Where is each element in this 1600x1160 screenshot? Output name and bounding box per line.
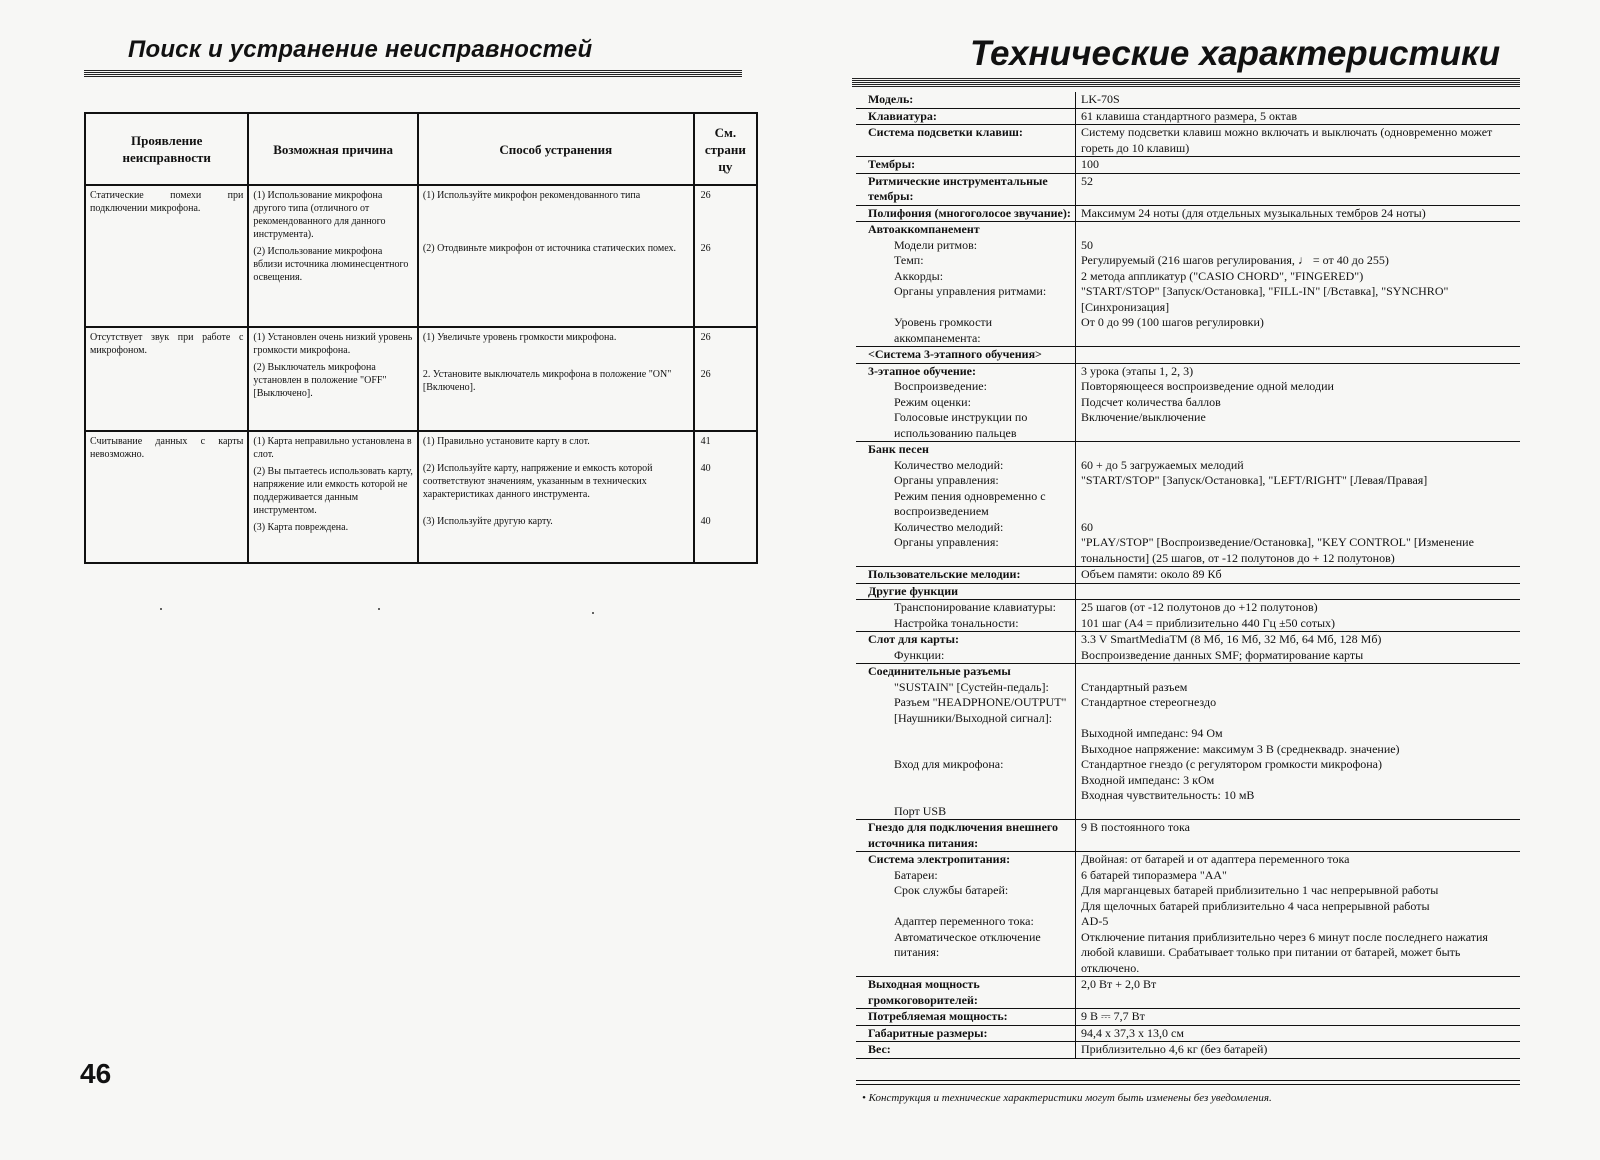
table-header-row <box>85 113 757 185</box>
spec-value: "START/STOP" [Запуск/Остановка], "LEFT/RIGHT" [Левая/Правая] <box>1075 473 1520 489</box>
remedy-item: (1) Увеличьте уровень громкости микрофона. <box>422 332 617 343</box>
spec-value: Стандартный разъем <box>1075 680 1520 696</box>
spec-value <box>1075 584 1520 600</box>
spec-row <box>856 269 1520 285</box>
spec-row <box>856 410 1520 442</box>
spec-label: Полифония (многоголосое звучание): <box>868 205 1071 220</box>
spec-label: Адаптер переменного тока: <box>894 914 1034 928</box>
spec-row <box>856 695 1520 726</box>
spec-row <box>856 458 1520 474</box>
spec-label: Батареи: <box>894 867 938 882</box>
footnote: • Конструкция и технические характеристики могут быть изменены без уведомления. <box>862 1092 1272 1104</box>
spec-label: Разъем "HEADPHONE/OUTPUT" [Наушники/Выходной сигнал]: <box>894 695 1067 725</box>
spec-label: Режим пения одновременно с воспроизведением <box>894 488 1046 518</box>
spec-value: Стандартное гнездо (с регулятором громкости микрофона) <box>1075 757 1520 773</box>
spec-label: Система электропитания: <box>868 852 1011 866</box>
cause-item: (1) Установлен очень низкий уровень громкости микрофона. <box>253 332 413 356</box>
scan-speck <box>160 608 162 610</box>
spec-row <box>856 92 1520 109</box>
page-ref-cell <box>694 327 757 431</box>
header-remedy: Способ устранения <box>418 113 694 185</box>
spec-label: Клавиатура: <box>868 108 937 123</box>
spec-value: Максимум 24 ноты (для отдельных музыкальных тембров 24 ноты) <box>1075 206 1520 222</box>
cause-item: (1) Использование микрофона другого типа (отличного от рекомендованного для данного инструмента). <box>253 190 386 240</box>
spec-value: От 0 до 99 (100 шагов регулировки) <box>1075 315 1520 346</box>
spec-label: Банк песен <box>868 442 929 456</box>
spec-value: 100 <box>1075 157 1520 173</box>
cause-item: (1) Карта неправильно установлена в слот. <box>253 436 412 460</box>
cause-item: (3) Карта повреждена. <box>253 522 349 533</box>
spec-row <box>856 883 1520 899</box>
spec-value: 101 шаг (A4 = приблизительно 440 Гц ±50 сотых) <box>1075 616 1520 632</box>
remedy-cell <box>418 431 694 563</box>
cause-cell <box>248 185 418 327</box>
spec-row <box>856 315 1520 347</box>
spec-value <box>1075 347 1520 363</box>
cause-item: (2) Выключатель микрофона установлен в положение "OFF" [Выключено]. <box>253 362 387 399</box>
spec-label: Слот для карты: <box>868 632 959 646</box>
spec-value: 9 В ⎓ 7,7 Вт <box>1075 1009 1520 1025</box>
spec-label: Срок службы батарей: <box>894 883 1009 897</box>
spec-value: 60 <box>1075 520 1520 536</box>
spec-label: Настройка тональности: <box>894 615 1019 630</box>
page-ref: 26 <box>700 243 711 254</box>
cause-item: (2) Вы пытаетесь использовать карту, напряжение или емкость которой не поддерживается данным инструментом. <box>253 466 413 516</box>
spec-value: Воспроизведение данных SMF; форматирование карты <box>1075 648 1520 664</box>
spec-row <box>856 157 1520 174</box>
spec-row <box>856 632 1520 648</box>
spec-row <box>856 489 1520 520</box>
spec-row <box>856 804 1520 821</box>
spec-row <box>856 820 1520 852</box>
spec-value: Приблизительно 4,6 кг (без батарей) <box>1075 1042 1520 1058</box>
spec-row <box>856 1042 1520 1059</box>
spec-label: Автоматическое отключение питания: <box>894 929 1041 959</box>
spec-row <box>856 222 1520 238</box>
spec-label: Тембры: <box>868 157 916 171</box>
spec-label: Порт USB <box>894 803 947 818</box>
spec-value: Двойная: от батарей и от адаптера переменного тока <box>1075 852 1520 868</box>
remedy-item: (1) Используйте микрофон рекомендованного типа <box>422 190 641 201</box>
spec-label: Другие функции <box>868 583 959 598</box>
spec-row <box>856 868 1520 884</box>
page-ref: 40 <box>700 463 711 474</box>
spec-row <box>856 600 1520 616</box>
table-row <box>85 431 757 563</box>
spec-row <box>856 1009 1520 1026</box>
spec-value <box>1075 442 1520 458</box>
spec-label: Функции: <box>894 647 945 662</box>
spec-value: Систему подсветки клавиш можно включать и выключать (одновременно может гореть до 10 клавиш) <box>1075 125 1520 156</box>
spec-label: Органы управления: <box>894 473 999 487</box>
symptom-cell: Считывание данных с карты невозможно. <box>85 431 248 563</box>
spec-value: 94,4 x 37,3 x 13,0 см <box>1075 1026 1520 1042</box>
left-page-title: Поиск и устранение неисправностей <box>128 36 593 63</box>
page-ref-cell <box>694 431 757 563</box>
spec-value: Повторяющееся воспроизведение одной мелодии <box>1075 379 1520 395</box>
spec-label: Система подсветки клавиш: <box>868 125 1023 139</box>
spec-row <box>856 930 1520 978</box>
spec-value: 61 клавиша стандартного размера, 5 октав <box>1075 109 1520 125</box>
header-see-page: См. страни цу <box>694 113 757 185</box>
spec-label: Автоаккомпанемент <box>868 222 980 236</box>
spec-row <box>856 1026 1520 1043</box>
spec-label <box>856 726 1075 742</box>
page-ref: 26 <box>700 369 711 380</box>
spec-row <box>856 914 1520 930</box>
remedy-item: (2) Используйте карту, напряжение и емкость которой соответствуют значениям, указанным в технических характеристиках данного инструмента. <box>422 463 653 500</box>
spec-value <box>1075 804 1520 820</box>
spec-value: Входной импеданс: 3 кОм <box>1075 773 1520 789</box>
right-title-rule <box>852 78 1520 87</box>
page-ref: 26 <box>700 190 711 201</box>
spec-label: Пользовательские мелодии: <box>868 567 1021 581</box>
remedy-cell <box>418 185 694 327</box>
page-ref-cell <box>694 185 757 327</box>
cause-cell <box>248 327 418 431</box>
spec-row <box>856 206 1520 223</box>
scan-speck <box>378 608 380 610</box>
spec-value: "PLAY/STOP" [Воспроизведение/Остановка], "KEY CONTROL" [Изменение тональности] (25 шагов, от -12 полутонов до + 12 полутонов) <box>1075 535 1520 566</box>
spec-label: Воспроизведение: <box>894 379 987 393</box>
symptom-cell: Отсутствует звук при работе с микрофоном. <box>85 327 248 431</box>
spec-row <box>856 253 1520 269</box>
spec-label: Органы управления: <box>894 535 999 549</box>
spec-label: Ритмические инструментальные тембры: <box>868 173 1048 203</box>
cause-item: (2) Использование микрофона вблизи источника люминесцентного освещения. <box>253 246 409 283</box>
spec-value: Регулируемый (216 шагов регулирования, ♩ = от 40 до 255) <box>1075 253 1520 269</box>
spec-value: Объем памяти: около 89 Кб <box>1075 567 1520 583</box>
symptom-cell: Статические помехи при подключении микрофона. <box>85 185 248 327</box>
spec-label: Количество мелодий: <box>894 519 1004 534</box>
spec-row <box>856 726 1520 742</box>
spec-value: Подсчет количества баллов <box>1075 395 1520 411</box>
right-page-title: Технические характеристики <box>970 34 1501 73</box>
spec-value: Отключение питания приблизительно через 6 минут после последнего нажатия любой клавиши. Срабатывает только при питании от батарей, может быть отключено. <box>1075 930 1520 977</box>
spec-row <box>856 757 1520 773</box>
spec-label: "SUSTAIN" [Сустейн-педаль]: <box>894 679 1049 694</box>
spec-label <box>856 742 1075 758</box>
spec-label: Режим оценки: <box>894 394 971 409</box>
spec-label: Потребляемая мощность: <box>868 1009 1008 1023</box>
header-symptom: Проявление неисправности <box>85 113 248 185</box>
spec-row <box>856 364 1520 380</box>
spec-row <box>856 284 1520 315</box>
spec-label <box>856 788 1075 804</box>
spec-label: Соединительные разъемы <box>868 664 1011 678</box>
spec-label: Транспонирование клавиатуры: <box>894 600 1056 614</box>
page-ref: 41 <box>700 436 711 447</box>
remedy-cell <box>418 327 694 431</box>
spec-row <box>856 520 1520 536</box>
spec-row <box>856 616 1520 633</box>
spec-row <box>856 473 1520 489</box>
spec-value <box>1075 664 1520 680</box>
spec-value: AD-5 <box>1075 914 1520 930</box>
spec-value: 60 + до 5 загружаемых мелодий <box>1075 458 1520 474</box>
table-row <box>85 185 757 327</box>
spec-row <box>856 584 1520 601</box>
spec-label: Модель: <box>868 92 914 106</box>
spec-row <box>856 567 1520 584</box>
remedy-item: (1) Правильно установите карту в слот. <box>422 436 590 447</box>
spec-value: Входная чувствительность: 10 мВ <box>1075 788 1520 804</box>
header-cause: Возможная причина <box>248 113 418 185</box>
spec-label: Габаритные размеры: <box>868 1025 988 1040</box>
spec-row <box>856 680 1520 696</box>
spec-row <box>856 379 1520 395</box>
table-row <box>85 327 757 431</box>
spec-label: Вход для микрофона: <box>894 757 1004 771</box>
spec-row <box>856 395 1520 411</box>
spec-row <box>856 773 1520 789</box>
spec-value: Выходное напряжение: максимум 3 В (среднеквадр. значение) <box>1075 742 1520 758</box>
spec-row <box>856 899 1520 915</box>
spec-label: Органы управления ритмами: <box>894 284 1047 298</box>
spec-value <box>1075 489 1520 520</box>
spec-label: Уровень громкости аккомпанемента: <box>894 315 993 345</box>
spec-label <box>856 899 1075 915</box>
spec-row <box>856 742 1520 758</box>
spec-label: 3-этапное обучение: <box>868 363 977 378</box>
page-ref: 40 <box>700 516 711 527</box>
spec-label <box>856 773 1075 789</box>
remedy-item: (2) Отодвиньте микрофон от источника статических помех. <box>422 243 677 254</box>
spec-value: 50 <box>1075 238 1520 254</box>
spec-row <box>856 664 1520 680</box>
page-number: 46 <box>80 1058 112 1089</box>
spec-row <box>856 852 1520 868</box>
spec-label: Голосовые инструкции по использованию пальцев <box>894 410 1028 440</box>
spec-row <box>856 442 1520 458</box>
spec-value: 9 В постоянного тока <box>1075 820 1520 851</box>
spec-value: 3.3 V SmartMediaTM (8 Мб, 16 Мб, 32 Мб, 64 Мб, 128 Мб) <box>1075 632 1520 648</box>
troubleshooting-table <box>84 112 758 564</box>
spec-value <box>1075 222 1520 238</box>
spec-value: Включение/выключение <box>1075 410 1520 441</box>
spec-value: 2,0 Вт + 2,0 Вт <box>1075 977 1520 1008</box>
page-ref: 26 <box>700 332 711 343</box>
spec-row <box>856 648 1520 665</box>
spec-label: Количество мелодий: <box>894 457 1004 472</box>
spec-value: Для щелочных батарей приблизительно 4 часа непрерывной работы <box>1075 899 1520 915</box>
spec-row <box>856 125 1520 157</box>
spec-value: "START/STOP" [Запуск/Остановка], "FILL-IN" [/Вставка], "SYNCHRO" [Синхронизация] <box>1075 284 1520 315</box>
spec-label: Модели ритмов: <box>894 237 978 252</box>
spec-row <box>856 347 1520 364</box>
spec-row <box>856 238 1520 254</box>
spec-label: <Система 3-этапного обучения> <box>868 347 1042 361</box>
spec-value: 6 батарей типоразмера "AA" <box>1075 868 1520 884</box>
cause-cell <box>248 431 418 563</box>
spec-row <box>856 109 1520 126</box>
spec-row <box>856 977 1520 1009</box>
spec-label: Аккорды: <box>894 268 944 283</box>
spec-label: Вес: <box>868 1042 891 1056</box>
spec-label: Темп: <box>894 253 924 267</box>
spec-label: Выходная мощность громкоговорителей: <box>868 977 980 1007</box>
left-title-rule <box>84 70 742 77</box>
specifications-table <box>856 92 1520 1059</box>
spec-row <box>856 174 1520 206</box>
spec-value: 25 шагов (от -12 полутонов до +12 полутонов) <box>1075 600 1520 616</box>
spec-row <box>856 535 1520 567</box>
spec-value: Выходной импеданс: 94 Ом <box>1075 726 1520 742</box>
specs-bottom-rule <box>856 1080 1520 1085</box>
spec-value: 3 урока (этапы 1, 2, 3) <box>1075 364 1520 380</box>
spec-value: 52 <box>1075 174 1520 205</box>
spec-value: LK-70S <box>1075 92 1520 108</box>
spec-value: Для марганцевых батарей приблизительно 1 час непрерывной работы <box>1075 883 1520 899</box>
remedy-item: (3) Используйте другую карту. <box>422 516 553 527</box>
spec-label: Гнездо для подключения внешнего источника питания: <box>868 820 1059 850</box>
spec-row <box>856 788 1520 804</box>
scan-speck <box>592 612 594 614</box>
spec-value: 2 метода аппликатур ("CASIO CHORD", "FINGERED") <box>1075 269 1520 285</box>
spec-value: Стандартное стереогнездо <box>1075 695 1520 726</box>
remedy-item: 2. Установите выключатель микрофона в положение "ON" [Включено]. <box>422 369 672 393</box>
